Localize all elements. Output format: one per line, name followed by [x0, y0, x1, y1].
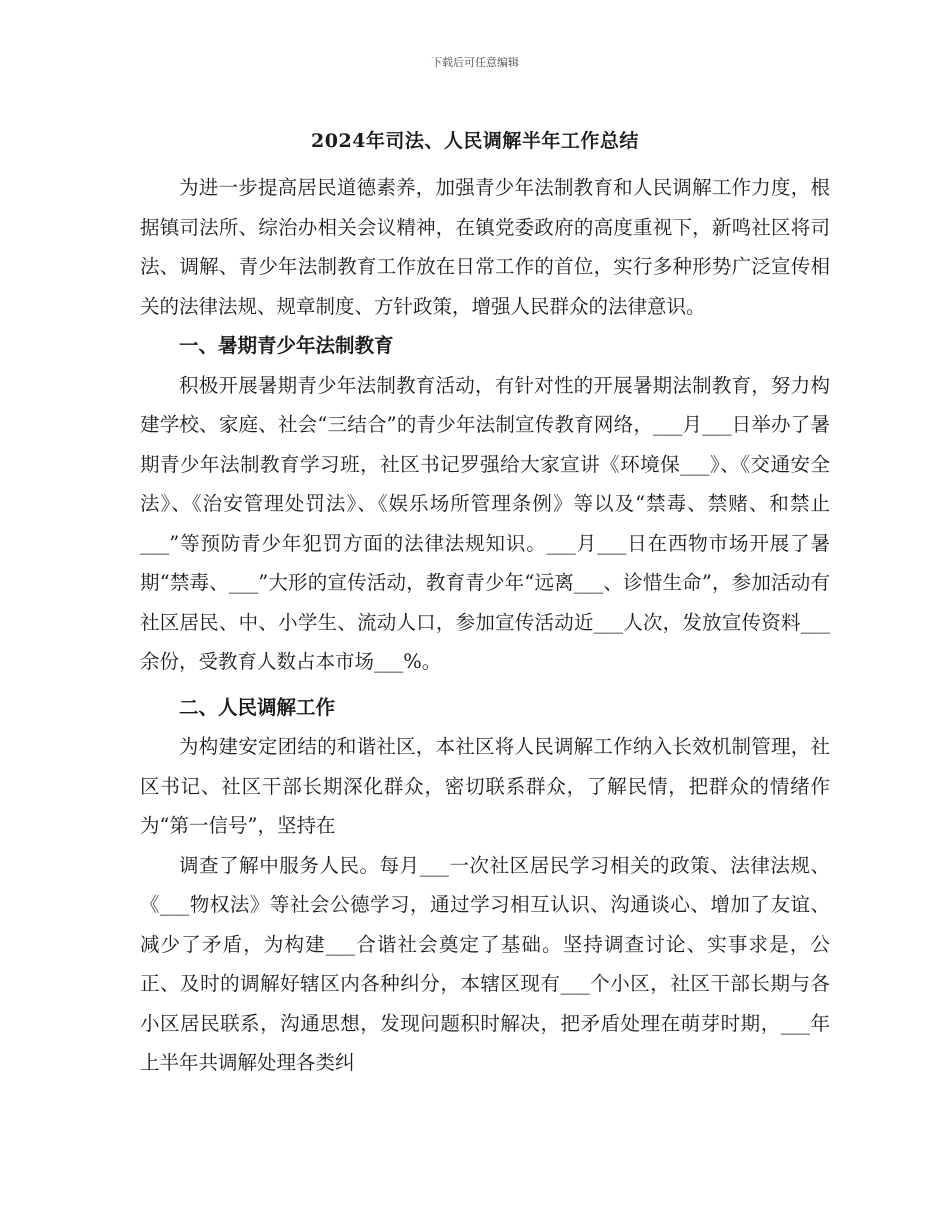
page-header-note: 下载后可任意编辑 [431, 56, 519, 69]
document-body [140, 168, 830, 1083]
intro-paragraph: 为进一步提高居民道德素养，加强青少年法制教育和人民调解工作力度，根据镇司法所、综治办相关会议精神，在镇党委政府的高度重视下，新鸣社区将司法、调解、青少年法制教育工作放在日常工作的首位，实行多种形势广泛宣传相关的法律法规、规章制度、方针政策，增强人民群众的法律意识。 [140, 176, 830, 318]
section-mediation-paragraph-2: 调查了解中服务人民。每月___一次社区居民学习相关的政策、法律法规、《___物权法》等社会公德学习，通过学习相互认识、沟通谈心、增加了友谊、减少了矛盾，为构建___合谐社会奠定了基础。坚持调查讨论、实事求是，公正、及时的调解好辖区内各种纠分，本辖区现有___个小区，社区干部长期与各小区居民联系，沟通思想，发现问题积时解决，把矛盾处理在萌芽时期，___年上半年共调解处理各类纠 [140, 853, 830, 1074]
section-heading-mediation: 二、人民调解工作 [179, 695, 336, 719]
section-heading-summer-education: 一、暑期青少年法制教育 [179, 334, 394, 357]
document-title: 2024年司法、人民调解半年工作总结 [311, 130, 639, 152]
section-summer-education-paragraph: 积极开展暑期青少年法制教育活动，有针对性的开展暑期法制教育，努力构建学校、家庭、社会“三结合”的青少年法制宣传教育网络，___月___日举办了暑期青少年法制教育学习班，社区书记罗强给大家宣讲《环境保___》、《交通安全法》、《治安管理处罚法》、《娱乐场所管理条例》等以及“禁毒、禁赌、和禁止___”等预防青少年犯罚方面的法律法规知识。___月___日在西物市场开展了暑期“禁毒、___”大形的宣传活动，教育青少年“远离___、诊惜生命”，参加活动有社区居民、中、小学生、流动人口，参加宣传活动近___人次，发放宣传资料___余份，受教育人数占本市场___%。 [140, 373, 830, 673]
section-mediation-paragraph-1: 为构建安定团结的和谐社区，本社区将人民调解工作纳入长效机制管理，社区书记、社区干部长期深化群众，密切联系群众，了解民情，把群众的情绪作为“第一信号”，坚持在 [140, 735, 830, 837]
